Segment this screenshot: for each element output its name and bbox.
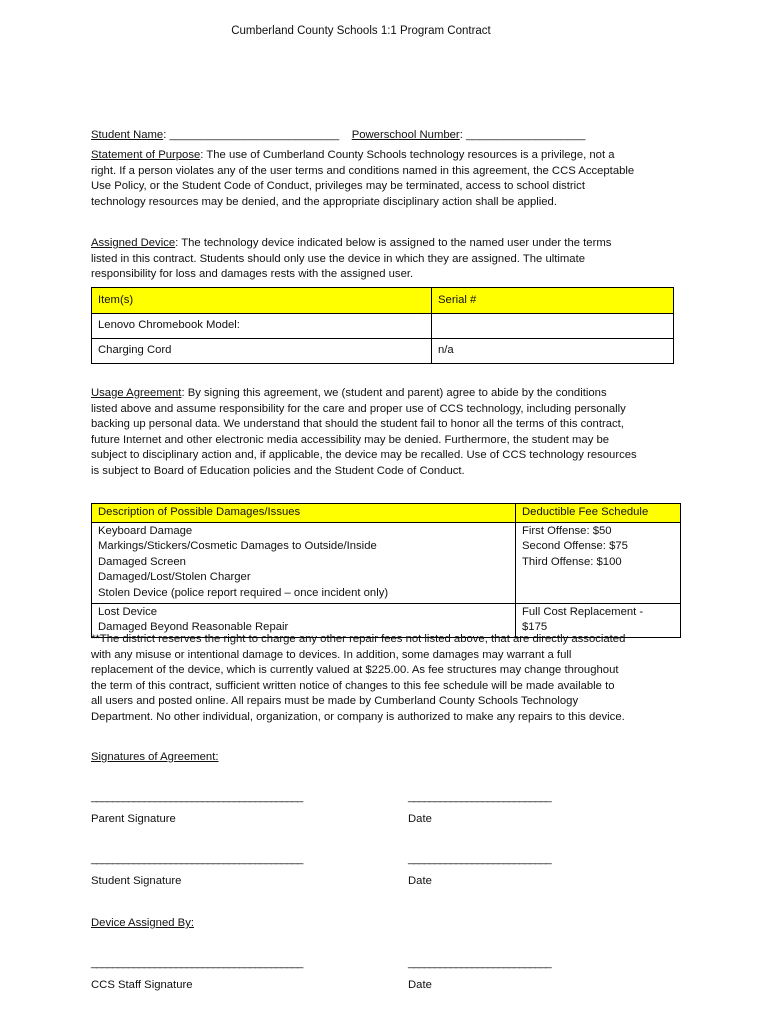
note-line: all users and posted online. All repairs must be made by Cumberland County Schools Technology: [91, 695, 579, 708]
fee-schedule-header: Deductible Fee Schedule: [522, 506, 649, 518]
student-signature-label: Student Signature: [91, 875, 182, 887]
purpose-heading: Statement of Purpose: [91, 149, 201, 161]
damage-fee-table: [91, 503, 681, 638]
note-line: replacement of the device, which is currently valued at $225.00. As fee structures may change throughout: [91, 664, 619, 677]
note-line: the term of this contract, sufficient written notice of changes to this fee schedule will be made available to: [91, 679, 615, 692]
usage-line: backing up personal data. We understand that should the student fail to honor all the terms of this contract,: [91, 418, 624, 431]
note-line: Department. No other individual, organization, or company is authorized to make any repairs to this device.: [91, 710, 625, 723]
damage-item: Keyboard Damage: [98, 524, 193, 537]
staff-date-line[interactable]: ___________________________: [408, 957, 551, 969]
purpose-line: right. If a person violates any of the user terms and conditions named in this agreement, the CCS Acceptable: [91, 164, 635, 177]
assigned-device-section: [91, 236, 681, 283]
purpose-line: Use Policy, or the Student Code of Conduct, privileges may be terminated, access to school district: [91, 180, 585, 193]
table-row: [92, 522, 681, 603]
device-table: [91, 287, 674, 364]
usage-agreement-section: [91, 386, 681, 480]
parent-date-line[interactable]: ___________________________: [408, 791, 551, 803]
staff-date-label: Date: [408, 979, 432, 991]
serial-header: Serial #: [432, 288, 674, 314]
device-assigned-heading: Device Assigned By:: [91, 917, 194, 929]
signatures-heading: Signatures of Agreement:: [91, 751, 219, 763]
damage-item: Lost Device: [98, 605, 158, 618]
table-row: [92, 314, 674, 339]
purpose-line: technology resources may be denied, and the appropriate disciplinary action shall be applied.: [91, 195, 557, 208]
device-table-header: [92, 288, 674, 314]
student-date-line[interactable]: ___________________________: [408, 853, 551, 865]
usage-line: subject to disciplinary action and, if applicable, the device may be recalled. Use of CCS technology resources: [91, 449, 637, 462]
damage-item: Markings/Stickers/Cosmetic Damages to Outside/Inside: [98, 540, 377, 553]
table-row: [92, 339, 674, 364]
fee-item: First Offense: $50: [522, 524, 612, 537]
parent-date-label: Date: [408, 813, 432, 825]
statement-of-purpose: [91, 148, 681, 210]
usage-line: is subject to Board of Education policies and the Student Code of Conduct.: [91, 464, 465, 477]
usage-agreement-heading: Usage Agreement: [91, 387, 182, 399]
document-title: Cumberland County Schools 1:1 Program Contract: [231, 25, 491, 37]
assigned-device-heading: Assigned Device: [91, 237, 176, 249]
damage-table-header: [92, 504, 681, 523]
staff-signature-line[interactable]: ________________________________________: [91, 957, 303, 969]
fee-item: $175: [522, 621, 548, 634]
staff-signature-label: CCS Staff Signature: [91, 979, 193, 991]
damage-item: Damaged/Lost/Stolen Charger: [98, 571, 251, 584]
student-date-label: Date: [408, 875, 432, 887]
parent-signature-label: Parent Signature: [91, 813, 176, 825]
fee-item: Third Offense: $100: [522, 555, 622, 568]
assigned-line: responsibility for loss and damages rests with the assigned user.: [91, 268, 414, 281]
purpose-line: : The use of Cumberland County Schools technology resources is a privilege, not a: [200, 149, 615, 161]
powerschool-number-label: Powerschool Number: [351, 129, 460, 141]
damages-header: Description of Possible Damages/Issues: [98, 506, 301, 518]
item-cell: Charging Cord: [92, 339, 432, 364]
damage-item: Damaged Screen: [98, 555, 186, 568]
damage-item: Damaged Beyond Reasonable Repair: [98, 621, 289, 634]
fee-item: Full Cost Replacement -: [522, 605, 644, 618]
items-header: Item(s): [92, 288, 432, 314]
usage-line: listed above and assume responsibility for the care and proper use of CCS technology, including personally: [91, 402, 626, 415]
note-line: **The district reserves the right to charge any other repair fees not listed above, that are directly associated: [91, 633, 626, 645]
student-name-label: Student Name: [91, 129, 164, 141]
assigned-line: listed in this contract. Students should only use the device in which they are assigned. The ultimate: [91, 252, 585, 265]
student-signature-line[interactable]: ________________________________________: [91, 853, 303, 865]
usage-line: : By signing this agreement, we (student and parent) agree to abide by the conditions: [181, 387, 607, 399]
district-note: [91, 632, 681, 726]
serial-cell[interactable]: [432, 314, 674, 339]
item-cell: Lenovo Chromebook Model:: [92, 314, 432, 339]
student-info-row: [91, 128, 585, 144]
damage-item: Stolen Device (police report required – once incident only): [98, 586, 389, 599]
serial-cell: n/a: [432, 339, 674, 364]
usage-line: future Internet and other electronic media accessibility may be denied. Furthermore, the student may be: [91, 433, 610, 446]
parent-signature-line[interactable]: ________________________________________: [91, 791, 303, 803]
powerschool-number-field[interactable]: : ___________________: [459, 129, 586, 141]
note-line: with any misuse or intentional damage to devices. In addition, some damages may warrant a full: [91, 648, 572, 661]
assigned-line: : The technology device indicated below is assigned to the named user under the terms: [175, 237, 612, 249]
fee-item: Second Offense: $75: [522, 540, 628, 553]
student-name-field[interactable]: : ___________________________: [163, 129, 340, 141]
